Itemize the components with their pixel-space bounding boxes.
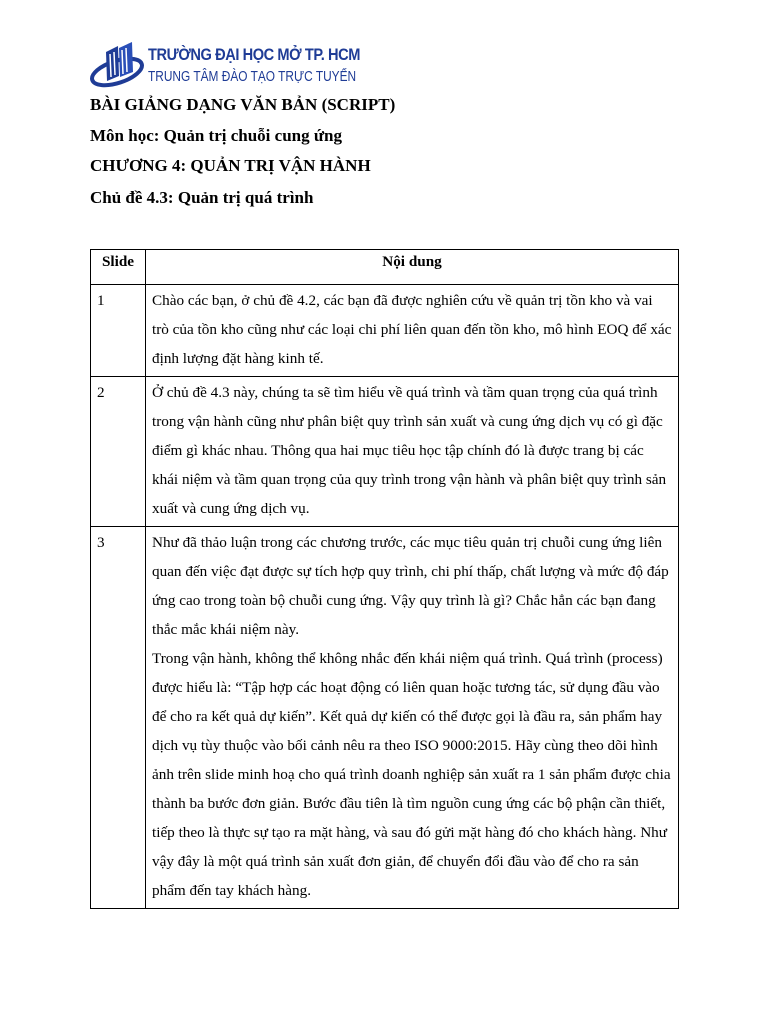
document-type-title: BÀI GIẢNG DẠNG VĂN BẢN (SCRIPT) [90,95,396,114]
topic-title: Chủ đề 4.3: Quản trị quá trình [90,188,314,207]
table-row [91,527,679,909]
slide-number: 1 [91,285,146,377]
slide-number: 2 [91,377,146,527]
slide-column-header: Slide [91,250,146,285]
table-row [91,377,679,527]
slide-content [146,527,679,909]
content-paragraph: Ở chủ đề 4.3 này, chúng ta sẽ tìm hiểu về quá trình và tầm quan trọng của quá trình trong vận hành cũng như phân biệt quy trình sản xuất và cung ứng dịch vụ có gì đặc điểm gì khác nhau. Thông qua hai mục tiêu học tập chính đó là được trang bị các khái niệm và tầm quan trọng của quy trình trong vận hành và phân biệt quy trình sản xuất và cung ứng dịch vụ. [152,384,667,517]
slide-content [146,377,679,527]
book-emblem-icon [88,42,150,92]
content-paragraph: Chào các bạn, ở chủ đề 4.2, các bạn đã được nghiên cứu về quản trị tồn kho và vai trò của tồn kho cũng như các loại chi phí liên quan đến tồn kho, mô hình EOQ để xác định lượng đặt hàng kinh tế. [152,292,672,367]
logo-center-name: TRUNG TÂM ĐÀO TẠO TRỰC TUYẾN [148,69,357,85]
chapter-title: CHƯƠNG 4: QUẢN TRỊ VẬN HÀNH [90,156,371,175]
table-header-row [91,250,679,285]
logo-university-name: TRƯỜNG ĐẠI HỌC MỞ TP. HCM [148,45,361,64]
table-row [91,285,679,377]
logo-text [148,45,361,86]
content-paragraph: Trong vận hành, không thể không nhắc đến khái niệm quá trình. Quá trình (process) được hiểu là: “Tập hợp các hoạt động có liên quan hoặc tương tác, sử dụng đầu vào để cho ra kết quả dự kiến”. Kết quả dự kiến có thể được gọi là đầu ra, sản phẩm hay dịch vụ tùy thuộc vào bối cảnh nêu ra theo ISO 9000:2015. Hãy cùng theo dõi hình ảnh trên slide minh hoạ cho quá trình doanh nghiệp sản xuất ra 1 sản phẩm được chia thành ba bước đơn giản. Bước đầu tiên là tìm nguồn cung ứng các bộ phận cần thiết, tiếp theo là thực sự tạo ra mặt hàng, và sau đó gửi mặt hàng đó cho khách hàng. Như vậy đây là một quá trình sản xuất đơn giản, để chuyển đổi đầu vào để cho ra sản phẩm đến tay khách hàng. [152,650,671,899]
content-paragraph: Như đã thảo luận trong các chương trước, các mục tiêu quản trị chuỗi cung ứng liên quan đến việc đạt được sự tích hợp quy trình, chi phí thấp, chất lượng và mức độ đáp ứng cao trong toàn bộ chuỗi cung ứng. Vậy quy trình là gì? Chắc hẳn các bạn đang thắc mắc khái niệm này. [152,534,669,638]
content-column-header: Nội dung [146,250,679,285]
slide-number: 3 [91,527,146,909]
subject-title: Môn học: Quản trị chuỗi cung ứng [90,126,343,145]
script-table [90,249,679,909]
university-logo [88,42,361,92]
slide-content [146,285,679,377]
